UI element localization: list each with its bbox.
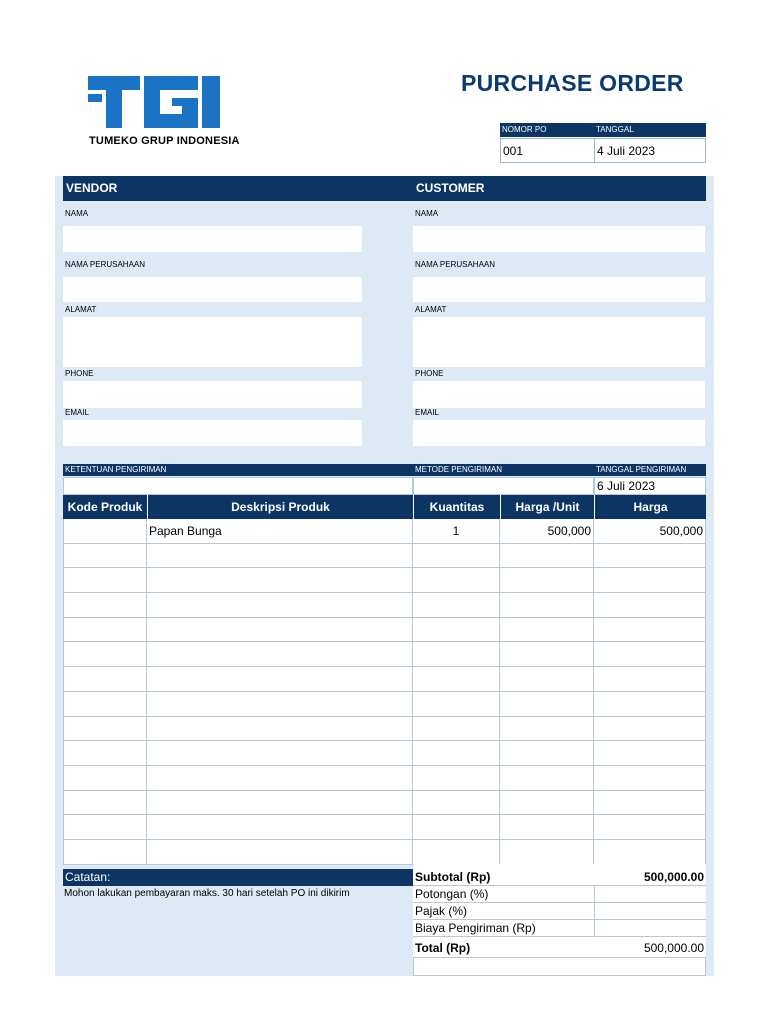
cell-description[interactable]: Papan Bunga [147,519,413,544]
cell-quantity[interactable] [413,791,500,816]
discount-value[interactable] [594,886,706,903]
cell-description[interactable] [147,667,413,692]
table-row [63,717,706,742]
shipping-date-label: TANGGAL PENGIRIMAN [594,464,706,476]
cell-quantity[interactable] [413,618,500,643]
col-header-price: Harga [594,495,706,519]
customer-address-label: ALAMAT [415,305,447,314]
po-date-value[interactable]: 4 Juli 2023 [594,138,706,163]
cell-product-code[interactable] [63,568,147,593]
vendor-heading: VENDOR [63,176,413,201]
vendor-company-field[interactable] [63,277,362,302]
cell-quantity[interactable] [413,717,500,742]
cell-price[interactable] [594,667,706,692]
po-date-label: TANGGAL [594,123,706,137]
table-row [63,667,706,692]
shipping-terms-field[interactable] [63,477,413,495]
company-logo [88,76,236,128]
cell-quantity[interactable] [413,593,500,618]
customer-address-field[interactable] [413,317,705,367]
summary-tax-row [413,903,706,920]
customer-name-label: NAMA [415,209,439,218]
cell-product-code[interactable] [63,618,147,643]
summary-total-row [413,938,706,958]
customer-heading: CUSTOMER [413,176,706,201]
cell-product-code[interactable] [63,815,147,840]
cell-quantity[interactable] [413,642,500,667]
cell-quantity[interactable] [413,692,500,717]
cell-product-code[interactable] [63,791,147,816]
cell-unit-price[interactable] [500,667,594,692]
col-header-unit-price: Harga /Unit [500,495,594,519]
cell-price[interactable] [594,568,706,593]
vendor-address-field[interactable] [63,317,362,367]
cell-description[interactable] [147,692,413,717]
cell-description[interactable] [147,618,413,643]
summary-subtotal-row [413,869,706,886]
table-row [63,766,706,791]
cell-price[interactable]: 500,000 [594,519,706,544]
cell-description[interactable] [147,544,413,569]
cell-unit-price[interactable] [500,618,594,643]
cell-description[interactable] [147,815,413,840]
notes-heading: Catatan: [63,869,413,886]
cell-quantity[interactable] [413,667,500,692]
summary-blank-row [413,958,706,976]
shipping-cost-value[interactable] [594,920,706,937]
cell-price[interactable] [594,791,706,816]
page-title: PURCHASE ORDER [461,70,684,96]
table-row [63,692,706,717]
summary-discount-row [413,886,706,903]
cell-quantity[interactable]: 1 [413,519,500,544]
po-number-value[interactable]: 001 [500,138,595,163]
total-label: Total (Rp) [415,941,471,955]
customer-name-field[interactable] [413,226,705,252]
summary-shipping-row [413,920,706,937]
customer-phone-label: PHONE [415,369,444,378]
items-table-body [63,519,706,865]
cell-description[interactable] [147,593,413,618]
subtotal-value: 500,000.00 [643,870,704,884]
table-row [63,642,706,667]
cell-price[interactable] [594,717,706,742]
tax-value[interactable] [594,903,706,920]
cell-unit-price[interactable] [500,815,594,840]
company-name: TUMEKO GRUP INDONESIA [89,135,240,147]
cell-price[interactable] [594,815,706,840]
vendor-email-label: EMAIL [65,408,90,417]
shipping-method-label: METODE PENGIRIMAN [413,464,594,476]
cell-price[interactable] [594,741,706,766]
tax-label: Pajak (%) [415,904,468,918]
table-row [63,544,706,569]
table-row [63,815,706,840]
total-value: 500,000.00 [643,941,704,955]
cell-unit-price[interactable] [500,692,594,717]
cell-unit-price[interactable] [500,568,594,593]
table-row [63,519,706,544]
cell-unit-price[interactable]: 500,000 [500,519,594,544]
cell-product-code[interactable] [63,741,147,766]
cell-quantity[interactable] [413,741,500,766]
cell-product-code[interactable] [63,519,147,544]
po-number-label: NOMOR PO [500,123,594,137]
cell-description[interactable] [147,717,413,742]
shipping-terms-label: KETENTUAN PENGIRIMAN [63,464,413,476]
cell-quantity[interactable] [413,815,500,840]
col-header-quantity: Kuantitas [413,495,500,519]
table-row [63,593,706,618]
vendor-company-label: NAMA PERUSAHAAN [65,260,146,269]
customer-phone-field[interactable] [413,381,705,408]
cell-description[interactable] [147,840,413,865]
cell-price[interactable] [594,766,706,791]
table-row [63,840,706,865]
vendor-phone-label: PHONE [65,369,94,378]
subtotal-label: Subtotal (Rp) [415,870,491,884]
shipping-date-field[interactable]: 6 Juli 2023 [594,477,706,495]
table-row [63,791,706,816]
cell-price[interactable] [594,593,706,618]
cell-product-code[interactable] [63,642,147,667]
cell-price[interactable] [594,642,706,667]
cell-quantity[interactable] [413,840,500,865]
cell-quantity[interactable] [413,766,500,791]
cell-description[interactable] [147,766,413,791]
cell-unit-price[interactable] [500,642,594,667]
cell-unit-price[interactable] [500,766,594,791]
cell-product-code[interactable] [63,692,147,717]
col-header-product-code: Kode Produk [63,495,147,519]
customer-company-field[interactable] [413,277,705,302]
shipping-cost-label: Biaya Pengiriman (Rp) [415,921,536,935]
cell-description[interactable] [147,791,413,816]
vendor-phone-field[interactable] [63,381,362,408]
vendor-name-label: NAMA [65,209,89,218]
customer-email-field[interactable] [413,420,705,446]
cell-product-code[interactable] [63,717,147,742]
cell-unit-price[interactable] [500,840,594,865]
customer-company-label: NAMA PERUSAHAAN [415,260,496,269]
notes-text: Mohon lakukan pembayaran maks. 30 hari setelah PO ini dikirim [64,888,350,899]
cell-price[interactable] [594,692,706,717]
cell-unit-price[interactable] [500,791,594,816]
cell-unit-price[interactable] [500,544,594,569]
customer-email-label: EMAIL [415,408,440,417]
col-header-description: Deskripsi Produk [147,495,413,519]
table-row [63,618,706,643]
discount-label: Potongan (%) [415,887,489,901]
cell-product-code[interactable] [63,544,147,569]
cell-quantity[interactable] [413,568,500,593]
vendor-name-field[interactable] [63,226,362,252]
table-row [63,568,706,593]
cell-description[interactable] [147,568,413,593]
cell-price[interactable] [594,544,706,569]
cell-product-code[interactable] [63,840,147,865]
cell-quantity[interactable] [413,544,500,569]
cell-price[interactable] [594,840,706,865]
cell-product-code[interactable] [63,766,147,791]
cell-price[interactable] [594,618,706,643]
table-row [63,741,706,766]
cell-description[interactable] [147,741,413,766]
vendor-address-label: ALAMAT [65,305,97,314]
cell-unit-price[interactable] [500,741,594,766]
cell-product-code[interactable] [63,667,147,692]
cell-product-code[interactable] [63,593,147,618]
shipping-method-field[interactable] [413,477,594,495]
vendor-email-field[interactable] [63,420,362,446]
cell-description[interactable] [147,642,413,667]
cell-unit-price[interactable] [500,593,594,618]
cell-unit-price[interactable] [500,717,594,742]
